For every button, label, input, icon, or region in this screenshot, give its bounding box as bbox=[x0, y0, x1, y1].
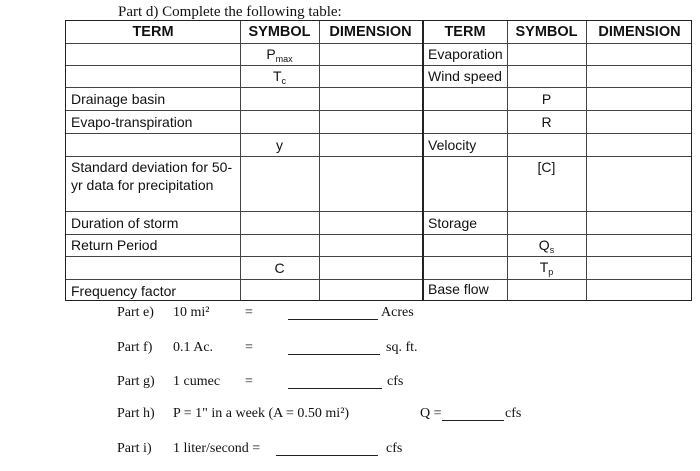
term-frequency-factor: Frequency factor bbox=[71, 283, 177, 299]
part-g-equals: = bbox=[245, 374, 253, 389]
part-g-answer-blank[interactable] bbox=[288, 376, 382, 394]
term-duration-of-storm: Duration of storm bbox=[71, 215, 179, 231]
term-evaporation: Evaporation bbox=[428, 46, 503, 62]
part-e-answer-blank[interactable] bbox=[288, 307, 378, 325]
part-d-title: Part d) Complete the following table: bbox=[118, 4, 342, 20]
symbol-c-bracket: [C] bbox=[537, 159, 556, 175]
part-f-text: 0.1 Ac. bbox=[173, 340, 214, 355]
part-i-label: Part i) bbox=[117, 441, 152, 456]
conversion-table bbox=[65, 20, 692, 301]
symbol-qs: $Q_s$ bbox=[538, 237, 555, 255]
part-e-text: 10 mi² bbox=[173, 305, 210, 320]
header-term-right: TERM bbox=[444, 24, 486, 40]
part-e-label: Part e) bbox=[117, 305, 154, 320]
part-h-text: P = 1" in a week (A = 0.50 mi²) bbox=[173, 406, 350, 421]
part-i-unit: cfs bbox=[386, 441, 403, 456]
part-h-q-equals: Q = bbox=[420, 406, 442, 421]
term-evapo-transpiration: Evapo-transpiration bbox=[71, 114, 193, 130]
part-h-answer-blank[interactable] bbox=[442, 408, 504, 426]
term-wind-speed: Wind speed bbox=[428, 68, 502, 84]
part-h-unit: cfs bbox=[505, 406, 522, 421]
term-base-flow: Base flow bbox=[428, 281, 489, 297]
symbol-pmax: $P_{max}$ bbox=[266, 46, 293, 64]
header-dimension-right: DIMENSION bbox=[598, 24, 681, 40]
part-i-answer-blank[interactable] bbox=[276, 443, 378, 461]
symbol-y: y bbox=[276, 137, 283, 153]
part-e-unit: Acres bbox=[381, 305, 414, 320]
symbol-p: P bbox=[541, 91, 552, 107]
symbol-tc: $T_c$ bbox=[272, 68, 287, 86]
symbol-r: R bbox=[541, 114, 552, 130]
symbol-c: C bbox=[274, 260, 285, 276]
part-g-unit: cfs bbox=[387, 374, 404, 389]
term-drainage-basin: Drainage basin bbox=[71, 91, 166, 107]
part-f-label: Part f) bbox=[117, 340, 153, 355]
term-standard-deviation: Standard deviation for 50-yr data for precipitation bbox=[71, 159, 233, 193]
header-symbol-right: SYMBOL bbox=[515, 24, 578, 40]
symbol-tp: $T_p$ bbox=[539, 259, 554, 277]
part-h-label: Part h) bbox=[117, 406, 155, 421]
part-e-equals: = bbox=[245, 305, 253, 320]
part-f-answer-blank[interactable] bbox=[288, 342, 380, 360]
header-dimension-left: DIMENSION bbox=[329, 24, 412, 40]
part-g-text: 1 cumec bbox=[173, 374, 221, 389]
part-f-equals: = bbox=[245, 340, 253, 355]
header-symbol-left: SYMBOL bbox=[248, 24, 311, 40]
part-f-unit: sq. ft. bbox=[386, 340, 418, 355]
part-g-label: Part g) bbox=[117, 374, 155, 389]
term-storage: Storage bbox=[428, 215, 478, 231]
part-i-text: 1 liter/second = bbox=[173, 441, 261, 456]
term-velocity: Velocity bbox=[428, 137, 477, 153]
term-return-period: Return Period bbox=[71, 237, 158, 253]
header-term-left: TERM bbox=[132, 24, 174, 40]
